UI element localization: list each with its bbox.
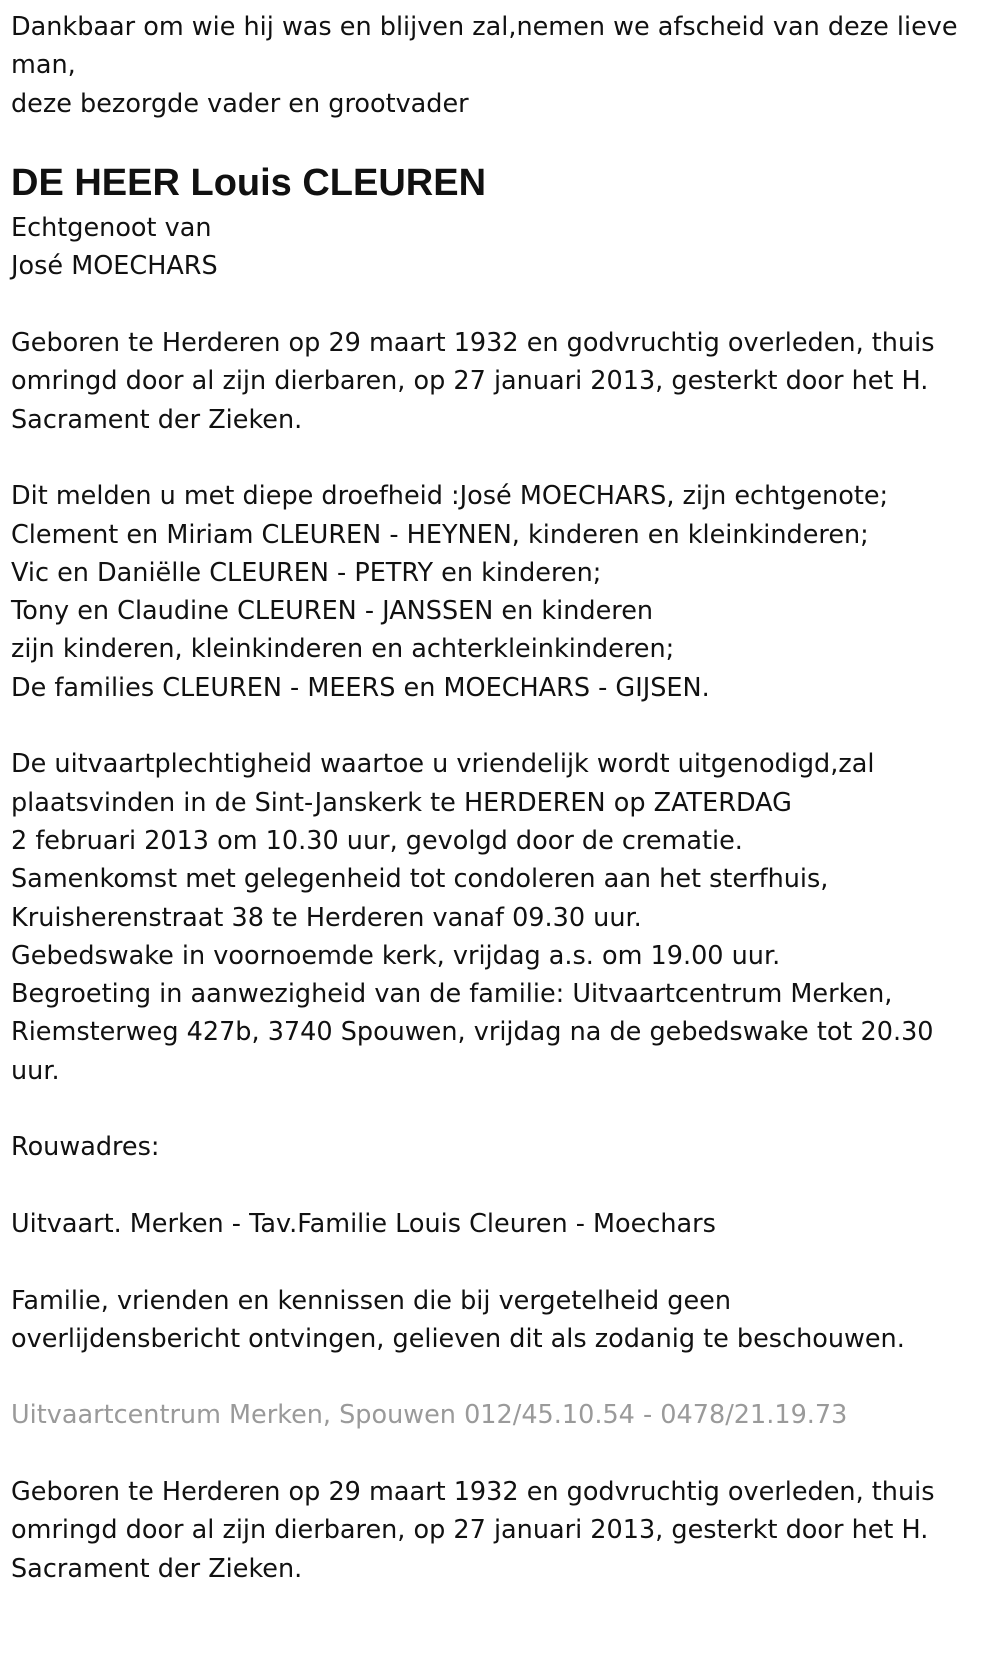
notice-line: overlijdensbericht ontvingen, gelieven dit als zodanig te beschouwen. [11,1323,905,1354]
address-value-paragraph [11,1205,988,1243]
address-label-paragraph [11,1128,988,1166]
ceremony-line: uur. [11,1055,60,1086]
notice-line: Familie, vrienden en kennissen die bij vergetelheid geen [11,1285,731,1316]
ceremony-line: Kruisherenstraat 38 te Herderen vanaf 09.30 uur. [11,902,642,933]
birth-death-repeat-line: Sacrament der Zieken. [11,1553,303,1584]
announcer-line: De families CLEUREN - MEERS en MOECHARS - GIJSEN. [11,672,710,703]
birth-death-line: omringd door al zijn dierbaren, op 27 januari 2013, gesterkt door het H. [11,366,929,397]
address-label: Rouwadres: [11,1132,160,1163]
spouse-line: Echtgenoot van [11,213,212,244]
ceremony-line: Samenkomst met gelegenheid tot condoleren aan het sterfhuis, [11,864,829,895]
ceremony-line: Gebedswake in voornoemde kerk, vrijdag a.s. om 19.00 uur. [11,940,781,971]
birth-death-line: Sacrament der Zieken. [11,404,303,435]
ceremony-line: Begroeting in aanwezigheid van de familie: Uitvaartcentrum Merken, [11,979,893,1010]
announcer-line: Vic en Daniëlle CLEUREN - PETRY en kinderen; [11,557,602,588]
funeral-home-paragraph [11,1396,988,1434]
announcer-line: Tony en Claudine CLEUREN - JANSSEN en kinderen [11,596,654,627]
ceremony-line: 2 februari 2013 om 10.30 uur, gevolgd door de crematie. [11,825,743,856]
intro-line: Dankbaar om wie hij was en blijven zal,nemen we afscheid van deze lieve [11,12,958,42]
intro-line: man, [11,50,76,81]
deceased-name: DE HEER Louis CLEUREN [11,162,487,205]
spouse-line: José MOECHARS [11,251,218,282]
birth-death-line: Geboren te Herderen op 29 maart 1932 en godvruchtig overleden, thuis [11,328,935,359]
birth-death-repeat-line: Geboren te Herderen op 29 maart 1932 en godvruchtig overleden, thuis [11,1476,935,1507]
address-value: Uitvaart. Merken - Tav.Familie Louis Cleuren - Moechars [11,1208,716,1239]
birth-death-paragraph [11,324,988,439]
ceremony-line: Riemsterweg 427b, 3740 Spouwen, vrijdag na de gebedswake tot 20.30 [11,1017,934,1048]
deceased-section [11,161,988,286]
ceremony-paragraph [11,745,988,1090]
ceremony-line: plaatsvinden in de Sint-Janskerk te HERDEREN op ZATERDAG [11,787,792,818]
announcer-line: Dit melden u met diepe droefheid :José MOECHARS, zijn echtgenote; [11,481,889,512]
intro-paragraph [11,8,988,123]
ceremony-line: De uitvaartplechtigheid waartoe u vriendelijk wordt uitgenodigd,zal [11,749,875,780]
funeral-home-contact: Uitvaartcentrum Merken, Spouwen 012/45.10.54 - 0478/21.19.73 [11,1400,848,1431]
announcer-line: Clement en Miriam CLEUREN - HEYNEN, kinderen en kleinkinderen; [11,519,869,550]
birth-death-repeat-line: omringd door al zijn dierbaren, op 27 januari 2013, gesterkt door het H. [11,1515,929,1546]
announcer-line: zijn kinderen, kleinkinderen en achterkleinkinderen; [11,634,675,665]
notice-paragraph [11,1282,988,1359]
intro-line: deze bezorgde vader en grootvader [11,88,469,119]
announcers-paragraph [11,477,988,707]
birth-death-repeat-paragraph [11,1473,988,1588]
